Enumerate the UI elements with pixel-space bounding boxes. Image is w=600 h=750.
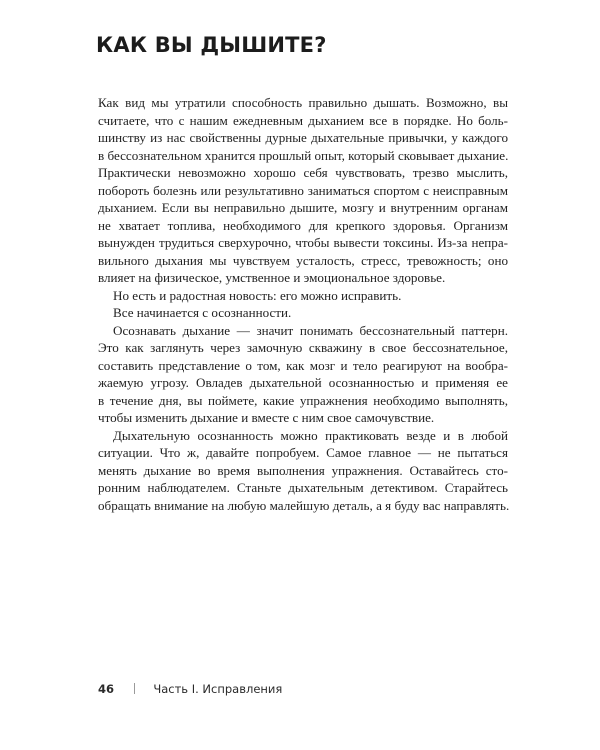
paragraph-5: [98, 427, 508, 515]
page-footer: [98, 682, 282, 696]
text-line: не хватает топлива, необходимого для крепкого здоровья. Организм: [98, 217, 508, 233]
text-line: Но есть и радостная новость: его можно исправить.: [113, 287, 402, 303]
text-line: шинству из нас свойственны дурные дыхательные привычки, у каждого: [98, 130, 508, 145]
page-number: 46: [98, 682, 115, 696]
text-line: чтобы изменить дыхание и вместе с ним свое самочувствие.: [98, 410, 435, 425]
text-line: вильного дыхания мы чувствуем усталость, стресс, тревожность; оно: [98, 252, 508, 268]
text-line: в течение дня, вы поймете, какие упражнения необходимо выполнять,: [98, 392, 508, 408]
text-line: Как вид мы утратили способность правильно дышать. Возможно, вы: [98, 95, 508, 110]
running-title: Часть I. Исправления: [153, 682, 283, 696]
text-line: Дыхательную осознанность можно практиковать везде и в любой: [113, 427, 508, 443]
text-line: Это как заглянуть через замочную скважину в свое бессознательное,: [98, 340, 508, 355]
text-line: Все начинается с осознанности.: [113, 305, 292, 320]
paragraph-3: [98, 304, 508, 322]
text-line: дыханием. Если вы неправильно дышите, мозгу и внутренним органам: [98, 200, 508, 215]
text-line: Осознавать дыхание — значит понимать бессознательный паттерн.: [113, 322, 508, 338]
text-line: влияет на физическое, умственное и эмоциональное здоровье.: [98, 270, 446, 285]
text-line: Практически невозможно хорошо себя чувствовать, трезво мыслить,: [98, 165, 508, 180]
section-heading: КАК ВЫ ДЫШИТЕ?: [96, 33, 327, 57]
paragraph-4: [98, 322, 508, 427]
text-line: в бессознательном хранится прошлый опыт, который сковывает дыхание.: [98, 147, 509, 163]
text-line: жаемую угрозу. Овладев дыхательной осознанностью и применяя ее: [98, 375, 508, 390]
text-line: вынужден трудиться сверхурочно, чтобы вывести токсины. Из-за непра-: [98, 235, 508, 250]
text-line: считаете, что с нашим ежедневным дыханием все в порядке. Но боль-: [98, 112, 508, 128]
text-line: ронним наблюдателем. Станьте дыхательным детективом. Старайтесь: [98, 480, 508, 495]
footer-divider: [134, 683, 135, 694]
paragraph-2: [98, 287, 508, 305]
paragraph-1: [98, 94, 508, 287]
body-text: [98, 94, 508, 514]
text-line: ситуации. Что ж, давайте попробуем. Самое главное — не пытаться: [98, 445, 508, 460]
text-line: составить представление о том, как мозг и тело реагируют на вообра-: [98, 357, 508, 373]
text-line: обращать внимание на любую малейшую деталь, а я буду вас направлять.: [98, 497, 510, 513]
text-line: менять дыхание во время выполнения упражнения. Оставайтесь сто-: [98, 462, 508, 478]
text-line: побороть болезнь или результативно заниматься спортом с неисправным: [98, 182, 508, 198]
